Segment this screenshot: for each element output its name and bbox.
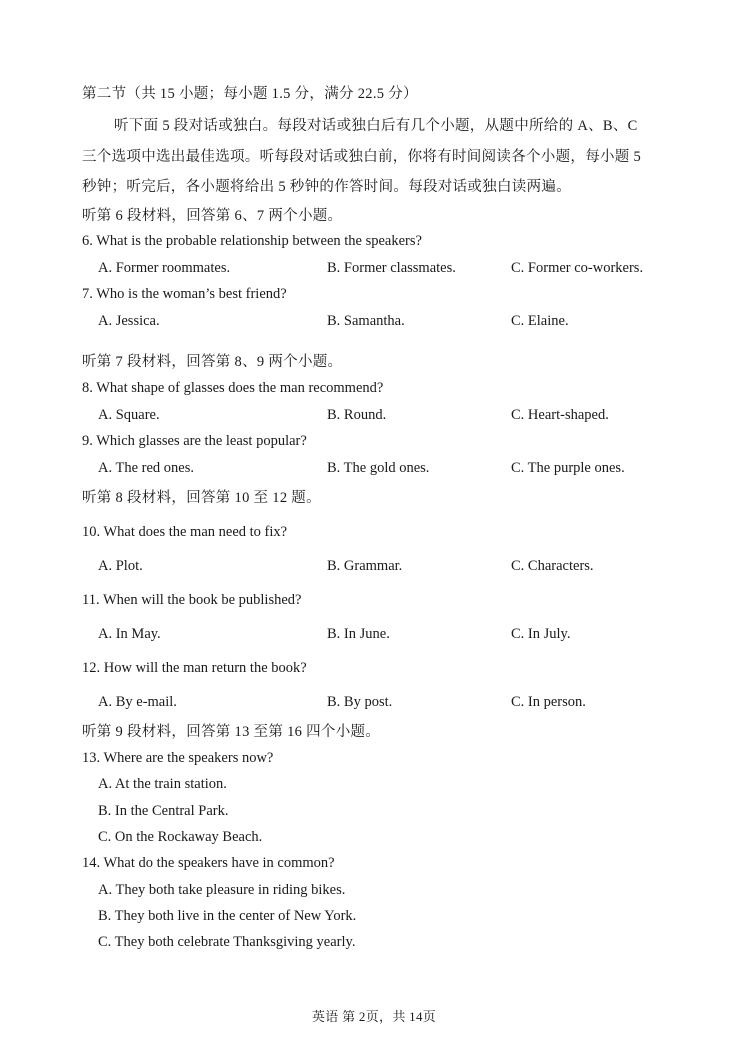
option-9c: C. The purple ones. <box>511 460 625 476</box>
option-11a: A. In May. <box>98 626 161 642</box>
section-title: 第二节（共 15 小题；每小题 1.5 分，满分 22.5 分） <box>82 86 418 102</box>
option-13c: C. On the Rockaway Beach. <box>98 829 263 845</box>
group-heading-9: 听第 9 段材料，回答第 13 至第 16 四个小题。 <box>82 724 381 740</box>
option-7a: A. Jessica. <box>98 313 160 329</box>
question-8: 8. What shape of glasses does the man recommend? <box>82 380 384 396</box>
question-9: 9. Which glasses are the least popular? <box>82 433 307 449</box>
instruction-line-3: 秒钟；听完后，各小题将给出 5 秒钟的作答时间。每段对话或独白读两遍。 <box>82 179 571 195</box>
option-6c: C. Former co-workers. <box>511 260 644 276</box>
question-7: 7. Who is the woman’s best friend? <box>82 286 287 302</box>
question-10: 10. What does the man need to fix? <box>82 524 288 540</box>
option-8a: A. Square. <box>98 407 160 423</box>
option-12c: C. In person. <box>511 694 586 710</box>
option-10a: A. Plot. <box>98 558 143 574</box>
instruction-line-2: 三个选项中选出最佳选项。听每段对话或独白前，你将有时间阅读各个小题，每小题 5 <box>82 149 642 165</box>
option-11b: B. In June. <box>327 626 390 642</box>
question-6: 6. What is the probable relationship between the speakers? <box>82 233 422 249</box>
option-9a: A. The red ones. <box>98 460 194 476</box>
option-9b: B. The gold ones. <box>327 460 430 476</box>
option-13b: B. In the Central Park. <box>98 803 229 819</box>
group-heading-8: 听第 8 段材料，回答第 10 至 12 题。 <box>82 490 321 506</box>
question-14: 14. What do the speakers have in common? <box>82 855 335 871</box>
option-11c: C. In July. <box>511 626 571 642</box>
option-7b: B. Samantha. <box>327 313 405 329</box>
option-7c: C. Elaine. <box>511 313 569 329</box>
option-14b: B. They both live in the center of New York. <box>98 908 357 924</box>
question-12: 12. How will the man return the book? <box>82 660 307 676</box>
option-14c: C. They both celebrate Thanksgiving yearly. <box>98 934 356 950</box>
instruction-line-1: 听下面 5 段对话或独白。每段对话或独白后有几个小题，从题中所给的 A、B、C <box>114 118 638 134</box>
group-heading-6: 听第 6 段材料，回答第 6、7 两个小题。 <box>82 208 343 224</box>
option-12b: B. By post. <box>327 694 393 710</box>
option-6a: A. Former roommates. <box>98 260 231 276</box>
option-10b: B. Grammar. <box>327 558 403 574</box>
question-13: 13. Where are the speakers now? <box>82 750 274 766</box>
question-11: 11. When will the book be published? <box>82 592 302 608</box>
option-12a: A. By e-mail. <box>98 694 177 710</box>
option-8c: C. Heart-shaped. <box>511 407 609 423</box>
option-8b: B. Round. <box>327 407 387 423</box>
option-6b: B. Former classmates. <box>327 260 456 276</box>
option-10c: C. Characters. <box>511 558 594 574</box>
page-footer: 英语 第 2页，共 14页 <box>311 1009 437 1024</box>
option-13a: A. At the train station. <box>98 776 227 792</box>
option-14a: A. They both take pleasure in riding bikes. <box>98 882 346 898</box>
group-heading-7: 听第 7 段材料，回答第 8、9 两个小题。 <box>82 354 343 370</box>
